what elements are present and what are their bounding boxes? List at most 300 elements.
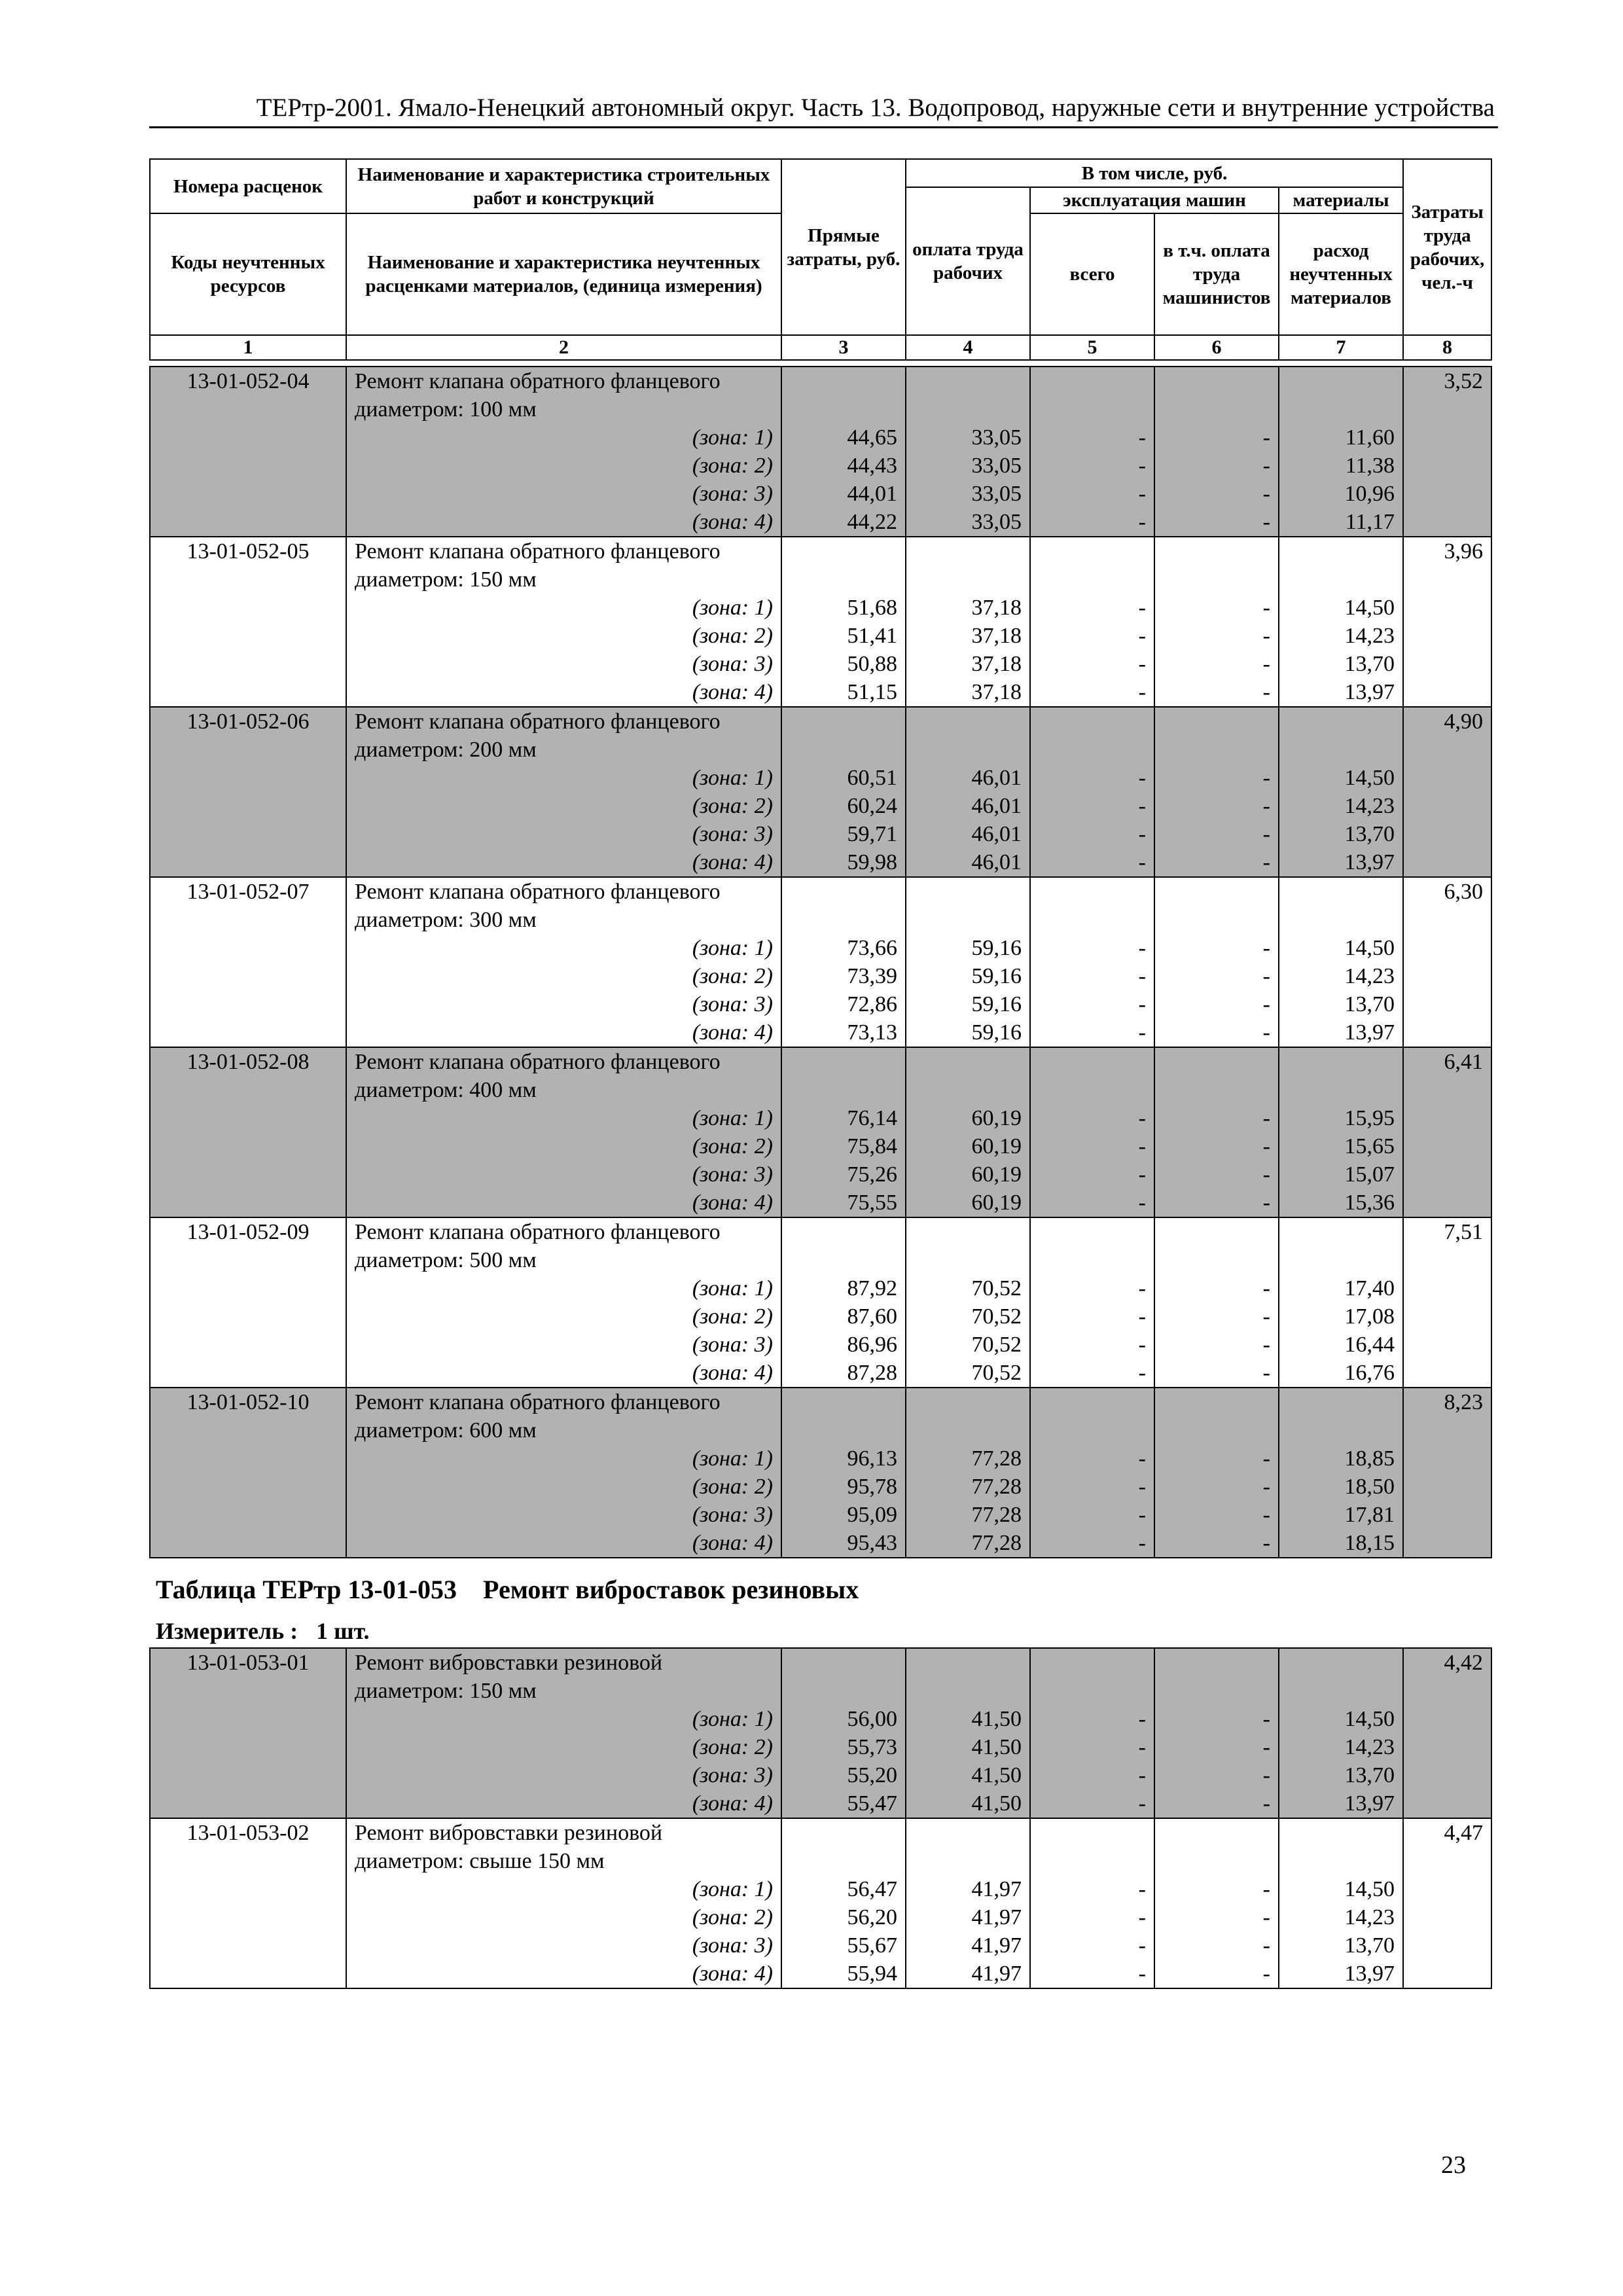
machines-total: - bbox=[1138, 822, 1146, 846]
materials-cost-cell bbox=[1279, 537, 1403, 707]
blank-line bbox=[914, 1847, 1022, 1875]
direct-cost-cell bbox=[781, 1818, 906, 1988]
materials-cost-cell bbox=[1279, 367, 1403, 537]
blank-line bbox=[1039, 1048, 1146, 1076]
machinist-pay-cell bbox=[1154, 1047, 1279, 1217]
direct-cost: 75,26 bbox=[847, 1162, 897, 1187]
machinist-pay: - bbox=[1262, 1531, 1270, 1555]
labor-hours: 6,30 bbox=[1403, 877, 1491, 1047]
table-row bbox=[150, 877, 1491, 1047]
direct-cost: 60,24 bbox=[847, 794, 897, 818]
materials-cost: 17,81 bbox=[1344, 1503, 1395, 1527]
machines-total-cell bbox=[1030, 537, 1154, 707]
direct-cost: 51,68 bbox=[847, 596, 897, 620]
header-materials: материалы bbox=[1279, 187, 1403, 213]
zone-label: (зона: 4) bbox=[692, 680, 773, 704]
blank-line bbox=[1287, 708, 1395, 736]
direct-cost: 55,73 bbox=[847, 1735, 897, 1759]
labor-hours: 6,41 bbox=[1403, 1047, 1491, 1217]
blank-line bbox=[1163, 1218, 1270, 1246]
labor-pay: 41,97 bbox=[971, 1877, 1022, 1901]
rate-name: Ремонт клапана обратного фланцевого bbox=[355, 369, 721, 393]
machines-total: - bbox=[1138, 482, 1146, 506]
zone-label: (зона: 4) bbox=[692, 510, 773, 534]
materials-cost: 11,38 bbox=[1345, 454, 1395, 478]
rate-spec: диаметром: 500 мм bbox=[355, 1248, 537, 1272]
machinist-pay: - bbox=[1262, 1735, 1270, 1759]
direct-cost: 44,01 bbox=[847, 482, 897, 506]
rate-code: 13-01-052-09 bbox=[150, 1217, 346, 1388]
blank-line bbox=[790, 1677, 897, 1705]
labor-pay: 46,01 bbox=[971, 822, 1022, 846]
rate-description bbox=[346, 367, 781, 537]
machinist-pay: - bbox=[1262, 1503, 1270, 1527]
materials-cost: 14,50 bbox=[1344, 936, 1395, 960]
zone-label: (зона: 1) bbox=[692, 1106, 773, 1130]
direct-cost: 75,55 bbox=[847, 1191, 897, 1215]
rate-code: 13-01-053-02 bbox=[150, 1818, 346, 1988]
blank-line bbox=[1039, 1416, 1146, 1444]
header-unaccounted-materials: расход неучтенных материалов bbox=[1279, 213, 1403, 335]
header-machines-total: всего bbox=[1030, 213, 1154, 335]
labor-pay-cell bbox=[906, 367, 1030, 537]
blank-line bbox=[790, 1076, 897, 1104]
machines-total: - bbox=[1138, 766, 1146, 790]
zone-label: (зона: 4) bbox=[692, 850, 773, 874]
machines-total-cell bbox=[1030, 1818, 1154, 1988]
rate-code: 13-01-052-10 bbox=[150, 1388, 346, 1558]
blank-line bbox=[1287, 1388, 1395, 1416]
materials-cost: 13,70 bbox=[1344, 992, 1395, 1016]
blank-line bbox=[1163, 1388, 1270, 1416]
table-number: Таблица ТЕРтр 13-01-053 bbox=[156, 1575, 457, 1604]
labor-pay: 33,05 bbox=[971, 482, 1022, 506]
machinist-pay: - bbox=[1262, 1446, 1270, 1471]
machines-total-cell bbox=[1030, 1648, 1154, 1818]
labor-pay: 37,18 bbox=[971, 596, 1022, 620]
machinist-pay-cell bbox=[1154, 367, 1279, 537]
labor-pay: 70,52 bbox=[971, 1276, 1022, 1300]
blank-line bbox=[1287, 537, 1395, 565]
machines-total: - bbox=[1138, 1191, 1146, 1215]
direct-cost: 87,60 bbox=[847, 1304, 897, 1329]
blank-line bbox=[790, 1246, 897, 1274]
machines-total-cell bbox=[1030, 1388, 1154, 1558]
blank-line bbox=[790, 1218, 897, 1246]
zone-label: (зона: 3) bbox=[692, 1333, 773, 1357]
materials-cost: 13,97 bbox=[1344, 1962, 1395, 1986]
labor-pay: 33,05 bbox=[971, 425, 1022, 450]
blank-line bbox=[1287, 395, 1395, 423]
rate-code: 13-01-053-01 bbox=[150, 1648, 346, 1818]
materials-cost-cell bbox=[1279, 1388, 1403, 1558]
labor-pay: 60,19 bbox=[971, 1162, 1022, 1187]
materials-cost: 14,50 bbox=[1344, 596, 1395, 620]
labor-pay: 70,52 bbox=[971, 1333, 1022, 1357]
labor-pay: 70,52 bbox=[971, 1304, 1022, 1329]
rate-name: Ремонт клапана обратного фланцевого bbox=[355, 1390, 721, 1414]
machinist-pay: - bbox=[1262, 1106, 1270, 1130]
blank-line bbox=[914, 906, 1022, 934]
blank-line bbox=[1163, 1048, 1270, 1076]
column-number: 4 bbox=[906, 335, 1030, 360]
table-name: Ремонт виброставок резиновых bbox=[483, 1575, 859, 1604]
zone-label: (зона: 4) bbox=[692, 1191, 773, 1215]
blank-line bbox=[1163, 1847, 1270, 1875]
labor-pay: 60,19 bbox=[971, 1106, 1022, 1130]
direct-cost-cell bbox=[781, 1388, 906, 1558]
materials-cost-cell bbox=[1279, 877, 1403, 1047]
rate-description bbox=[346, 707, 781, 877]
zone-label: (зона: 3) bbox=[692, 1933, 773, 1958]
materials-cost-cell bbox=[1279, 1047, 1403, 1217]
blank-line bbox=[1287, 1076, 1395, 1104]
machines-total: - bbox=[1138, 1905, 1146, 1929]
direct-cost: 50,88 bbox=[847, 652, 897, 676]
blank-line bbox=[914, 1649, 1022, 1677]
blank-line bbox=[790, 906, 897, 934]
direct-cost: 59,98 bbox=[847, 850, 897, 874]
column-number: 7 bbox=[1279, 335, 1403, 360]
direct-cost: 76,14 bbox=[847, 1106, 897, 1130]
labor-pay-cell bbox=[906, 707, 1030, 877]
unit-value: 1 шт. bbox=[316, 1618, 370, 1644]
direct-cost: 55,94 bbox=[847, 1962, 897, 1986]
blank-line bbox=[1039, 1246, 1146, 1274]
direct-cost-cell bbox=[781, 1217, 906, 1388]
blank-line bbox=[790, 565, 897, 594]
rate-group bbox=[150, 1217, 1491, 1388]
labor-pay: 41,97 bbox=[971, 1905, 1022, 1929]
materials-cost: 13,97 bbox=[1344, 1020, 1395, 1045]
machinist-pay: - bbox=[1262, 482, 1270, 506]
materials-cost-cell bbox=[1279, 1818, 1403, 1988]
header-rate-numbers: Номера расценок bbox=[150, 159, 346, 213]
direct-cost: 56,00 bbox=[847, 1707, 897, 1731]
zone-label: (зона: 3) bbox=[692, 822, 773, 846]
machinist-pay: - bbox=[1262, 1020, 1270, 1045]
zone-label: (зона: 3) bbox=[692, 1763, 773, 1787]
machinist-pay: - bbox=[1262, 652, 1270, 676]
labor-pay: 60,19 bbox=[971, 1191, 1022, 1215]
blank-line bbox=[790, 878, 897, 906]
blank-line bbox=[1039, 395, 1146, 423]
machines-total: - bbox=[1138, 1933, 1146, 1958]
machines-total-cell bbox=[1030, 1217, 1154, 1388]
direct-cost: 55,20 bbox=[847, 1763, 897, 1787]
machinist-pay: - bbox=[1262, 1361, 1270, 1385]
machines-total: - bbox=[1138, 1361, 1146, 1385]
direct-cost: 95,09 bbox=[847, 1503, 897, 1527]
machinist-pay: - bbox=[1262, 1933, 1270, 1958]
machinist-pay: - bbox=[1262, 510, 1270, 534]
rate-code: 13-01-052-05 bbox=[150, 537, 346, 707]
materials-cost: 11,60 bbox=[1345, 425, 1395, 450]
machinist-pay: - bbox=[1262, 1707, 1270, 1731]
machinist-pay-cell bbox=[1154, 877, 1279, 1047]
table-heading bbox=[156, 1573, 859, 1606]
blank-line bbox=[1163, 367, 1270, 395]
machines-total: - bbox=[1138, 425, 1146, 450]
blank-line bbox=[790, 1416, 897, 1444]
blank-line bbox=[914, 1677, 1022, 1705]
rate-group bbox=[150, 537, 1491, 707]
labor-pay-cell bbox=[906, 537, 1030, 707]
direct-cost: 56,47 bbox=[847, 1877, 897, 1901]
rate-description bbox=[346, 537, 781, 707]
rate-description bbox=[346, 1047, 781, 1217]
blank-line bbox=[1163, 1416, 1270, 1444]
title-rule bbox=[149, 126, 1498, 128]
direct-cost: 95,43 bbox=[847, 1531, 897, 1555]
blank-line bbox=[1039, 1649, 1146, 1677]
blank-line bbox=[1039, 1076, 1146, 1104]
blank-line bbox=[1039, 565, 1146, 594]
materials-cost: 15,65 bbox=[1344, 1134, 1395, 1158]
rate-spec: диаметром: свыше 150 мм bbox=[355, 1849, 605, 1873]
blank-line bbox=[1163, 1819, 1270, 1847]
zone-label: (зона: 2) bbox=[692, 794, 773, 818]
direct-cost-cell bbox=[781, 367, 906, 537]
direct-cost: 73,39 bbox=[847, 964, 897, 988]
direct-cost: 55,47 bbox=[847, 1791, 897, 1816]
machines-total: - bbox=[1138, 510, 1146, 534]
direct-cost: 44,65 bbox=[847, 425, 897, 450]
zone-label: (зона: 2) bbox=[692, 454, 773, 478]
machinist-pay: - bbox=[1262, 1877, 1270, 1901]
zone-label: (зона: 1) bbox=[692, 1707, 773, 1731]
labor-pay: 77,28 bbox=[971, 1531, 1022, 1555]
direct-cost-cell bbox=[781, 877, 906, 1047]
machinist-pay: - bbox=[1262, 1905, 1270, 1929]
machinist-pay-cell bbox=[1154, 1388, 1279, 1558]
blank-line bbox=[1039, 1677, 1146, 1705]
machinist-pay: - bbox=[1262, 822, 1270, 846]
machinist-pay-cell bbox=[1154, 537, 1279, 707]
zone-label: (зона: 1) bbox=[692, 1446, 773, 1471]
direct-cost: 56,20 bbox=[847, 1905, 897, 1929]
blank-line bbox=[1163, 565, 1270, 594]
table-row bbox=[150, 1217, 1491, 1388]
labor-pay: 60,19 bbox=[971, 1134, 1022, 1158]
blank-line bbox=[914, 565, 1022, 594]
machines-total: - bbox=[1138, 1791, 1146, 1816]
rate-name: Ремонт клапана обратного фланцевого bbox=[355, 1050, 721, 1074]
labor-hours: 4,47 bbox=[1403, 1818, 1491, 1988]
zone-label: (зона: 1) bbox=[692, 766, 773, 790]
blank-line bbox=[1163, 708, 1270, 736]
header-labor-costs: Затраты труда рабочих, чел.-ч bbox=[1403, 159, 1491, 335]
blank-line bbox=[790, 367, 897, 395]
materials-cost-cell bbox=[1279, 1217, 1403, 1388]
machines-total: - bbox=[1138, 1304, 1146, 1329]
machines-total: - bbox=[1138, 1531, 1146, 1555]
blank-line bbox=[914, 367, 1022, 395]
column-number: 5 bbox=[1030, 335, 1154, 360]
materials-cost: 10,96 bbox=[1344, 482, 1395, 506]
labor-pay-cell bbox=[906, 877, 1030, 1047]
machines-total-cell bbox=[1030, 707, 1154, 877]
direct-cost: 51,41 bbox=[847, 624, 897, 648]
labor-pay: 33,05 bbox=[971, 510, 1022, 534]
zone-label: (зона: 1) bbox=[692, 596, 773, 620]
machines-total: - bbox=[1138, 624, 1146, 648]
column-number: 6 bbox=[1154, 335, 1279, 360]
blank-line bbox=[790, 1649, 897, 1677]
rate-name: Ремонт клапана обратного фланцевого bbox=[355, 539, 721, 564]
materials-cost: 16,44 bbox=[1344, 1333, 1395, 1357]
blank-line bbox=[914, 537, 1022, 565]
direct-cost-cell bbox=[781, 1047, 906, 1217]
machinist-pay: - bbox=[1262, 680, 1270, 704]
materials-cost: 13,97 bbox=[1344, 1791, 1395, 1816]
materials-cost: 14,23 bbox=[1344, 1905, 1395, 1929]
blank-line bbox=[1163, 537, 1270, 565]
rate-group bbox=[150, 1047, 1491, 1217]
zone-label: (зона: 1) bbox=[692, 1877, 773, 1901]
zone-label: (зона: 1) bbox=[692, 425, 773, 450]
labor-pay: 37,18 bbox=[971, 624, 1022, 648]
header-machinist-pay: в т.ч. оплата труда машинистов bbox=[1154, 213, 1279, 335]
machines-total: - bbox=[1138, 1134, 1146, 1158]
zone-label: (зона: 4) bbox=[692, 1962, 773, 1986]
direct-cost-cell bbox=[781, 1648, 906, 1818]
rate-description bbox=[346, 1648, 781, 1818]
rate-description bbox=[346, 1217, 781, 1388]
direct-cost: 44,22 bbox=[847, 510, 897, 534]
materials-cost: 14,50 bbox=[1344, 766, 1395, 790]
materials-cost: 13,70 bbox=[1344, 652, 1395, 676]
page-number: 23 bbox=[1441, 2151, 1466, 2179]
labor-hours: 3,52 bbox=[1403, 367, 1491, 537]
materials-cost: 15,07 bbox=[1344, 1162, 1395, 1187]
table-row bbox=[150, 537, 1491, 707]
materials-cost-cell bbox=[1279, 707, 1403, 877]
machinist-pay: - bbox=[1262, 1333, 1270, 1357]
labor-hours: 3,96 bbox=[1403, 537, 1491, 707]
machinist-pay: - bbox=[1262, 1191, 1270, 1215]
rate-description bbox=[346, 877, 781, 1047]
blank-line bbox=[790, 537, 897, 565]
rates-table-053 bbox=[149, 1647, 1492, 1989]
machines-total: - bbox=[1138, 964, 1146, 988]
table-row bbox=[150, 1648, 1491, 1818]
unit-line bbox=[156, 1617, 369, 1645]
zone-label: (зона: 3) bbox=[692, 1162, 773, 1187]
rate-group bbox=[150, 367, 1491, 537]
materials-cost: 13,97 bbox=[1344, 850, 1395, 874]
labor-pay: 59,16 bbox=[971, 964, 1022, 988]
materials-cost: 18,85 bbox=[1344, 1446, 1395, 1471]
blank-line bbox=[1287, 878, 1395, 906]
direct-cost: 55,67 bbox=[847, 1933, 897, 1958]
zone-label: (зона: 4) bbox=[692, 1361, 773, 1385]
header-resource-codes: Коды неучтенных ресурсов bbox=[150, 213, 346, 335]
blank-line bbox=[1039, 708, 1146, 736]
unit-label: Измеритель : bbox=[156, 1618, 298, 1644]
machinist-pay: - bbox=[1262, 1162, 1270, 1187]
zone-label: (зона: 4) bbox=[692, 1791, 773, 1816]
machines-total: - bbox=[1138, 1503, 1146, 1527]
machines-total: - bbox=[1138, 1763, 1146, 1787]
zone-label: (зона: 2) bbox=[692, 964, 773, 988]
labor-pay: 37,18 bbox=[971, 652, 1022, 676]
labor-pay: 41,50 bbox=[971, 1707, 1022, 1731]
machinist-pay: - bbox=[1262, 992, 1270, 1016]
blank-line bbox=[1163, 906, 1270, 934]
rate-group bbox=[150, 1388, 1491, 1558]
blank-line bbox=[790, 1819, 897, 1847]
rate-name: Ремонт клапана обратного фланцевого bbox=[355, 709, 721, 734]
zone-label: (зона: 2) bbox=[692, 1304, 773, 1329]
blank-line bbox=[790, 736, 897, 764]
labor-pay: 41,97 bbox=[971, 1962, 1022, 1986]
labor-pay: 70,52 bbox=[971, 1361, 1022, 1385]
header-material-name: Наименование и характеристика неучтенных расценками материалов, (единица измерения) bbox=[346, 213, 781, 335]
machines-total: - bbox=[1138, 794, 1146, 818]
machinist-pay: - bbox=[1262, 850, 1270, 874]
zone-label: (зона: 4) bbox=[692, 1531, 773, 1555]
machines-total: - bbox=[1138, 850, 1146, 874]
zone-label: (зона: 2) bbox=[692, 1735, 773, 1759]
labor-pay: 46,01 bbox=[971, 850, 1022, 874]
blank-line bbox=[914, 1076, 1022, 1104]
header-labor-pay: оплата труда рабочих bbox=[906, 187, 1030, 335]
materials-cost: 14,50 bbox=[1344, 1707, 1395, 1731]
machinist-pay-cell bbox=[1154, 707, 1279, 877]
machines-total: - bbox=[1138, 454, 1146, 478]
materials-cost: 17,40 bbox=[1344, 1276, 1395, 1300]
direct-cost-cell bbox=[781, 707, 906, 877]
direct-cost: 73,13 bbox=[847, 1020, 897, 1045]
labor-pay-cell bbox=[906, 1047, 1030, 1217]
blank-line bbox=[1287, 736, 1395, 764]
machines-total-cell bbox=[1030, 1047, 1154, 1217]
zone-label: (зона: 2) bbox=[692, 1134, 773, 1158]
column-number: 8 bbox=[1403, 335, 1491, 360]
rate-name: Ремонт клапана обратного фланцевого bbox=[355, 880, 721, 904]
machines-total: - bbox=[1138, 596, 1146, 620]
materials-cost: 13,70 bbox=[1344, 822, 1395, 846]
table-row bbox=[150, 367, 1491, 537]
blank-line bbox=[914, 1218, 1022, 1246]
blank-line bbox=[1287, 565, 1395, 594]
machines-total: - bbox=[1138, 1276, 1146, 1300]
rate-spec: диаметром: 200 мм bbox=[355, 738, 537, 762]
table-row bbox=[150, 1047, 1491, 1217]
materials-cost: 14,23 bbox=[1344, 964, 1395, 988]
blank-line bbox=[1287, 1819, 1395, 1847]
blank-line bbox=[914, 708, 1022, 736]
blank-line bbox=[1163, 1246, 1270, 1274]
direct-cost: 60,51 bbox=[847, 766, 897, 790]
rate-spec: диаметром: 400 мм bbox=[355, 1078, 537, 1102]
zone-label: (зона: 3) bbox=[692, 992, 773, 1016]
labor-pay: 33,05 bbox=[971, 454, 1022, 478]
rate-group bbox=[150, 1648, 1491, 1818]
machinist-pay: - bbox=[1262, 454, 1270, 478]
machinist-pay: - bbox=[1262, 425, 1270, 450]
labor-pay: 77,28 bbox=[971, 1503, 1022, 1527]
labor-pay: 41,50 bbox=[971, 1763, 1022, 1787]
machines-total: - bbox=[1138, 1877, 1146, 1901]
blank-line bbox=[914, 878, 1022, 906]
machines-total: - bbox=[1138, 652, 1146, 676]
labor-hours: 8,23 bbox=[1403, 1388, 1491, 1558]
materials-cost: 14,23 bbox=[1344, 1735, 1395, 1759]
machinist-pay: - bbox=[1262, 766, 1270, 790]
rate-code: 13-01-052-06 bbox=[150, 707, 346, 877]
